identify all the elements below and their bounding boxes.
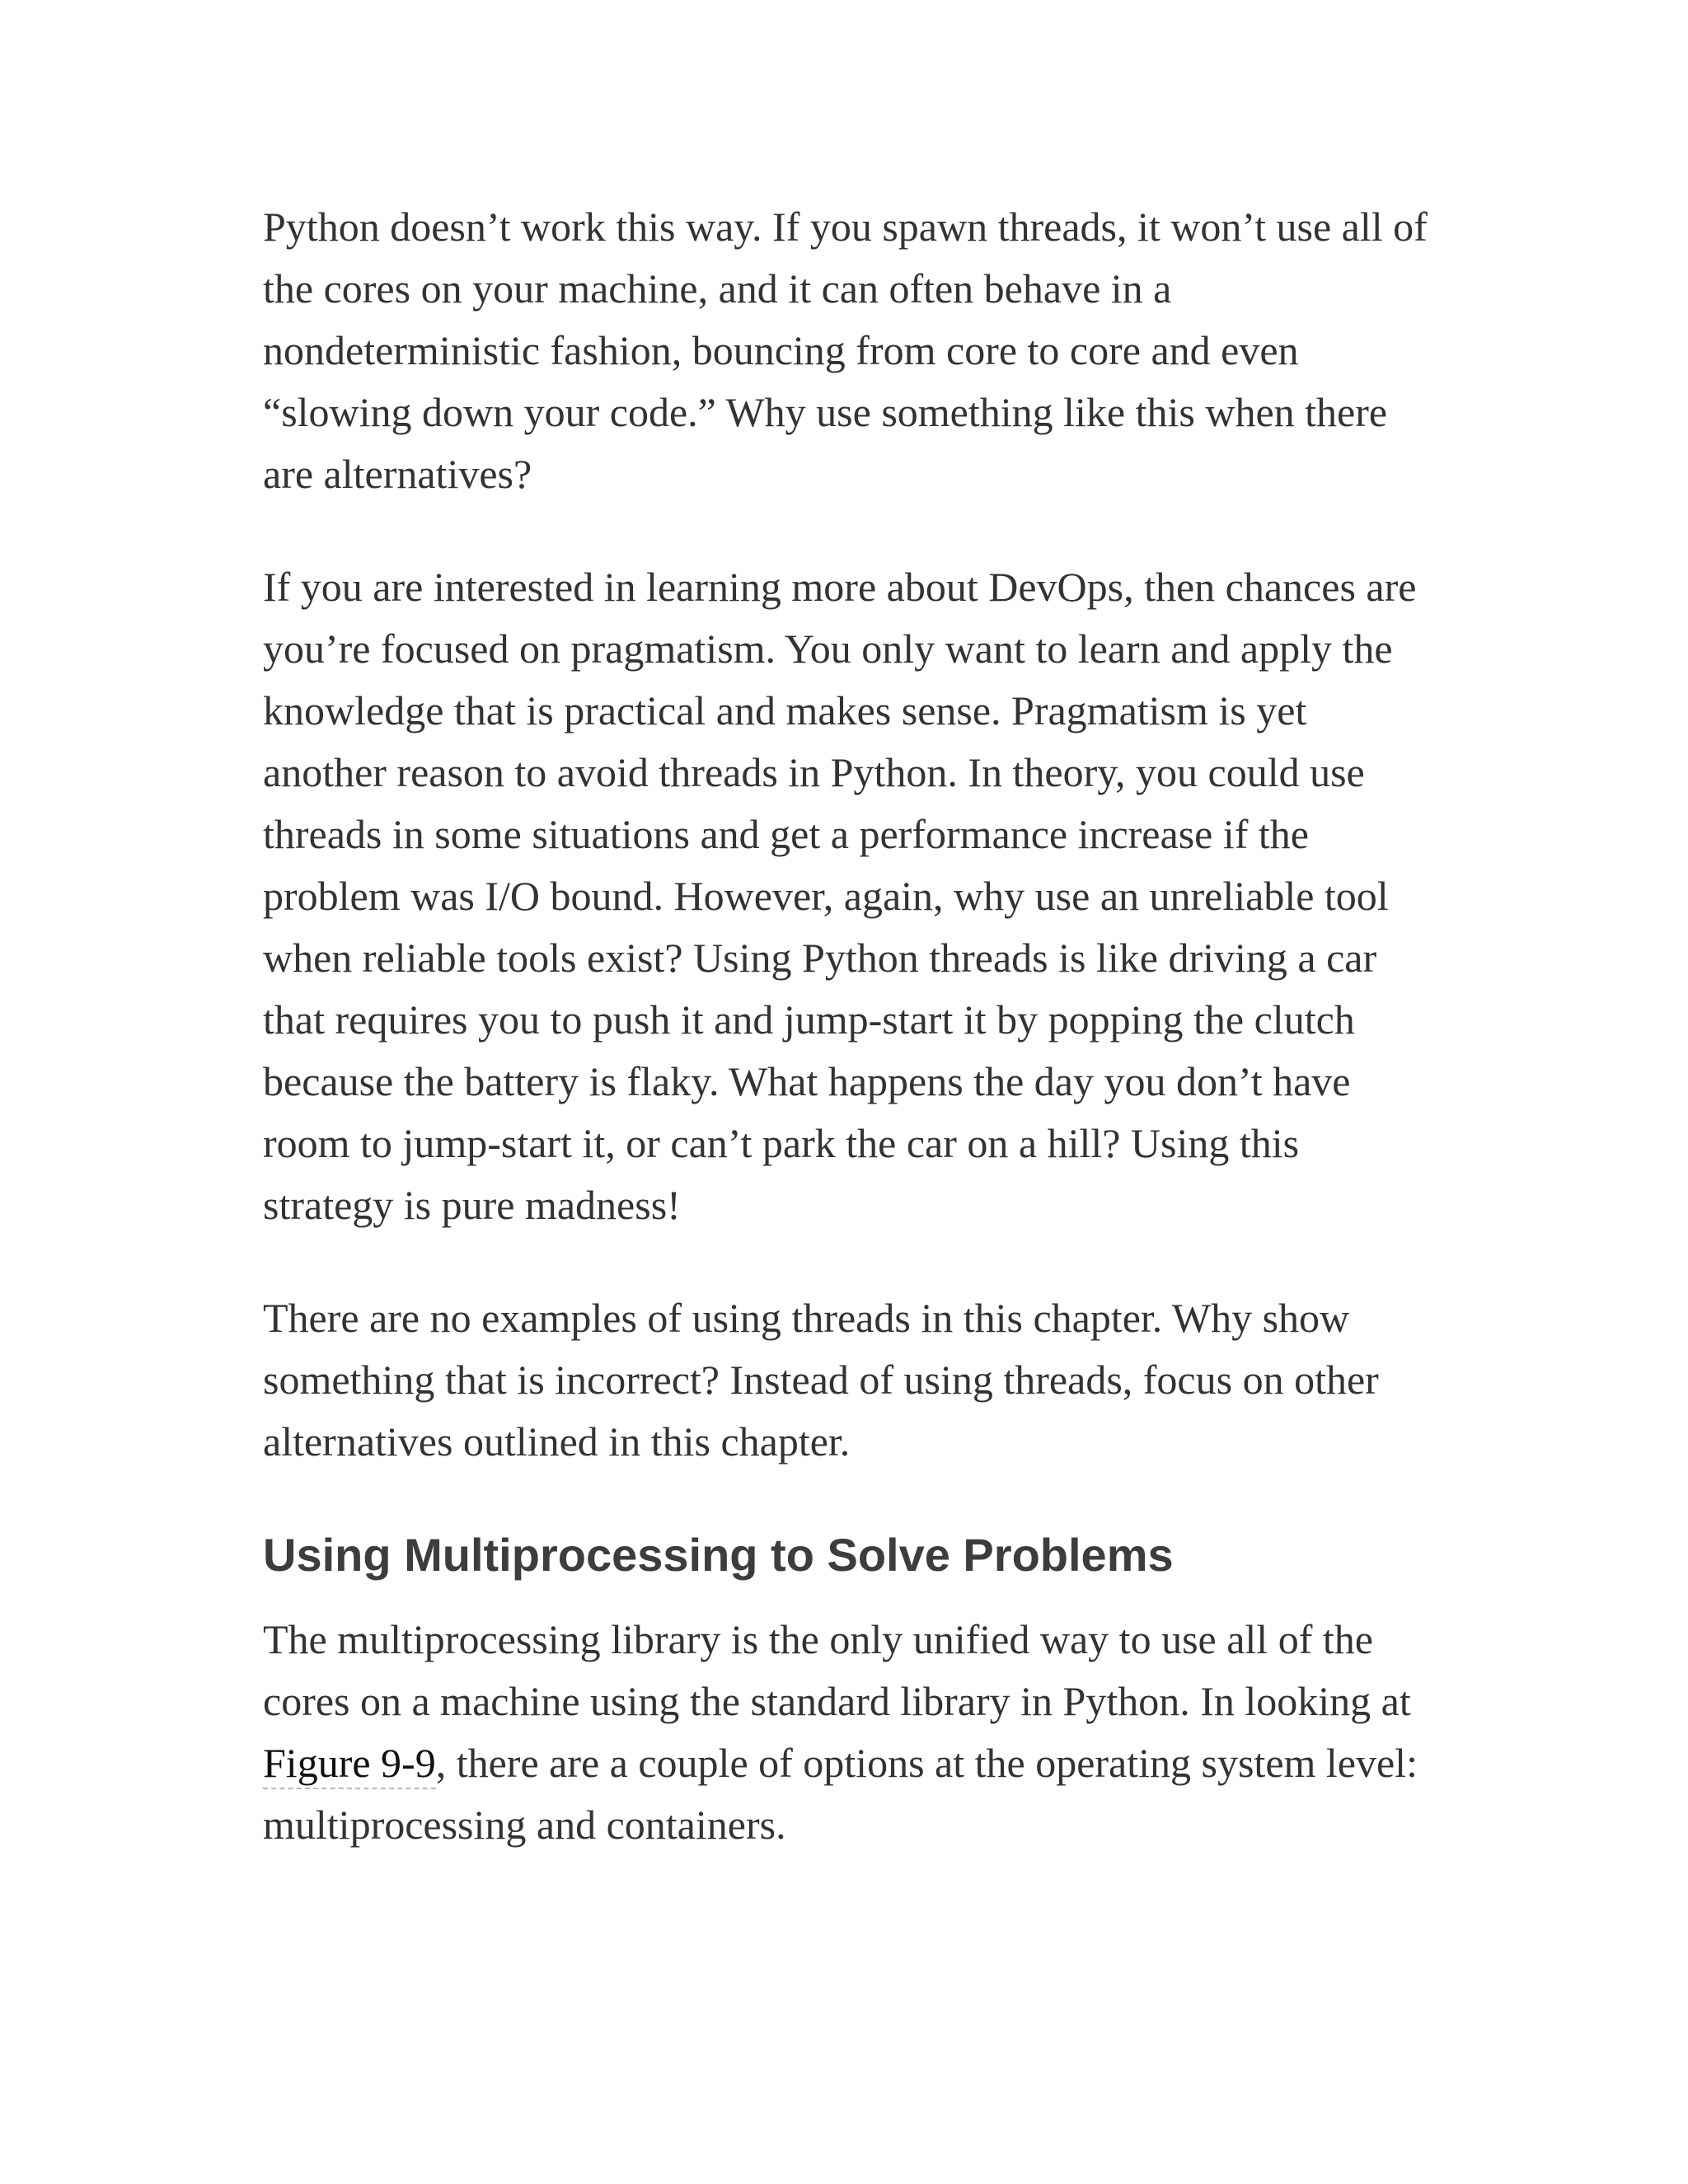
document-page [263,196,1433,1907]
paragraph-multiprocessing [263,1609,1433,1856]
paragraph-threads-behavior: Python doesn’t work this way. If you spawn threads, it won’t use all of the cores on your machine, and it can often behave in a nondeterministic fashion, bouncing from core to core and even “slowing down your code.” Why use something like this when there are alternatives? [263,204,1428,497]
paragraph-no-thread-examples: There are no examples of using threads in this chapter. Why show something that is incorrect? Instead of using threads, focus on other alternatives outlined in this chapter. [263,1295,1379,1465]
figure-9-9-link[interactable]: Figure 9-9 [263,1740,436,1789]
section-heading: Using Multiprocessing to Solve Problems [263,1529,1174,1581]
paragraph-pragmatism: If you are interested in learning more about DevOps, then chances are you’re focused on pragmatism. You only want to learn and apply the knowledge that is practical and makes sense. Pragmatism is yet another reason to avoid threads in Python. In theory, you could use threads in some situations and get a performance increase if the problem was I/O bound. However, again, why use an unreliable tool when reliable tools exist? Using Python threads is like driving a car that requires you to push it and jump-start it by popping the clutch because the battery is flaky. What happens the day you don’t have room to jump-start it, or can’t park the car on a hill? Using this strategy is pure madness! [263,564,1417,1228]
paragraph-text-end: , there are a couple of options at the operating system level: multiprocessing and containers. [263,1740,1418,1848]
paragraph-text-start: The multiprocessing library is the only unified way to use all of the cores on a machine using the standard library in Python. In looking at [263,1616,1411,1724]
